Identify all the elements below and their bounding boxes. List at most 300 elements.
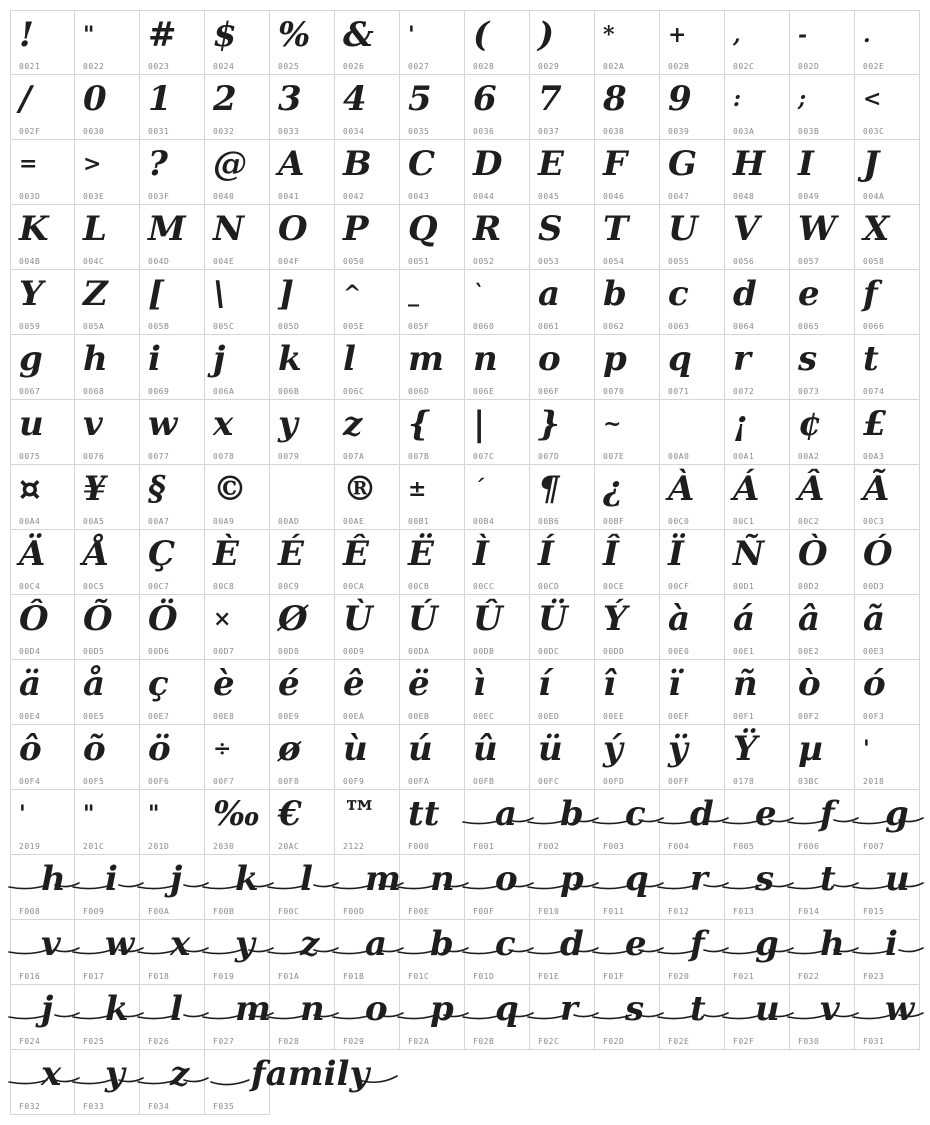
glyph-char: Î: [603, 534, 619, 574]
glyph-char: l: [343, 339, 356, 379]
glyph-code: 0066: [863, 322, 885, 331]
swash-stroke: [331, 869, 406, 899]
glyph-cell: [855, 790, 920, 855]
glyph-code: F02C: [538, 1037, 560, 1046]
glyph-cell: [725, 530, 790, 595]
swash-stroke: [526, 934, 601, 964]
glyph-cell: [10, 660, 75, 725]
glyph-char: Y: [19, 274, 44, 314]
glyph-char: ": [148, 801, 160, 827]
glyph-cell: [205, 855, 270, 920]
glyph-cell: [10, 725, 75, 790]
glyph-cell: [10, 10, 75, 75]
glyph-code: 00CF: [668, 582, 690, 591]
glyph-char: s: [625, 989, 645, 1029]
glyph-char: g: [885, 794, 909, 834]
glyph-char: _: [408, 281, 419, 307]
glyph-code: 00DB: [473, 647, 495, 656]
glyph-code: 002A: [603, 62, 625, 71]
glyph-cell: [530, 920, 595, 985]
glyph-code: 0022: [83, 62, 105, 71]
glyph-cell: [140, 400, 205, 465]
glyph-code: 00D3: [863, 582, 885, 591]
glyph-cell: [335, 595, 400, 660]
glyph-cell: [790, 725, 855, 790]
glyph-cell: [10, 1050, 75, 1115]
glyph-char: d: [690, 794, 714, 834]
swash-stroke: [209, 1064, 399, 1094]
glyph-code: F021: [733, 972, 755, 981]
glyph-cell: [335, 920, 400, 985]
glyph-char: E: [538, 144, 564, 184]
glyph-code: 002E: [863, 62, 885, 71]
glyph-char: h: [41, 859, 66, 899]
glyph-cell: [595, 595, 660, 660]
glyph-code: F00C: [278, 907, 300, 916]
glyph-code: F022: [798, 972, 820, 981]
glyph-code: F014: [798, 907, 820, 916]
glyph-cell: [660, 790, 725, 855]
glyph-cell: [530, 790, 595, 855]
glyph-code: F034: [148, 1102, 170, 1111]
glyph-code: F027: [213, 1037, 235, 1046]
glyph-code: 0030: [83, 127, 105, 136]
swash-stroke: [7, 999, 82, 1029]
glyph-code: 0026: [343, 62, 365, 71]
glyph-cell: [205, 400, 270, 465]
glyph-char: w: [148, 404, 178, 444]
glyph-code: 002C: [733, 62, 755, 71]
glyph-char: y: [105, 1054, 125, 1094]
glyph-cell: [75, 75, 140, 140]
glyph-char: D: [473, 144, 503, 184]
glyph-char: ë: [408, 664, 430, 704]
glyph-code: 0074: [863, 387, 885, 396]
glyph-char: Ý: [603, 599, 628, 639]
glyph-char: a: [365, 924, 388, 964]
glyph-char: z: [170, 1054, 190, 1094]
glyph-code: 0070: [603, 387, 625, 396]
glyph-char: u: [755, 989, 780, 1029]
glyph-char: ý: [603, 729, 623, 769]
glyph-char: Z: [83, 274, 108, 314]
glyph-cell: [400, 855, 465, 920]
glyph-char: o: [538, 339, 561, 379]
glyph-cell: [660, 335, 725, 400]
glyph-cell: [205, 335, 270, 400]
glyph-char: w: [885, 989, 915, 1029]
glyph-char: i: [148, 339, 161, 379]
glyph-cell: [725, 660, 790, 725]
glyph-code: 0027: [408, 62, 430, 71]
glyph-code: F00B: [213, 907, 235, 916]
glyph-char: Ÿ: [733, 729, 758, 769]
glyph-code: 0040: [213, 192, 235, 201]
glyph-cell: [270, 790, 335, 855]
glyph-code: 005D: [278, 322, 300, 331]
glyph-cell: [725, 400, 790, 465]
glyph-code: 0068: [83, 387, 105, 396]
glyph-char: ì: [473, 664, 486, 704]
glyph-cell: [725, 205, 790, 270]
glyph-code: 00C2: [798, 517, 820, 526]
glyph-code: 006B: [278, 387, 300, 396]
glyph-char: q: [668, 339, 692, 379]
glyph-char: ÿ: [668, 729, 688, 769]
glyph-cell: [10, 205, 75, 270]
glyph-cell: [400, 400, 465, 465]
glyph-code: 004F: [278, 257, 300, 266]
glyph-char: è: [213, 664, 235, 704]
glyph-char: À: [668, 469, 695, 509]
glyph-code: 00A3: [863, 452, 885, 461]
glyph-code: 00F7: [213, 777, 235, 786]
glyph-code: 00FA: [408, 777, 430, 786]
glyph-char: G: [668, 144, 698, 184]
glyph-cell: [465, 985, 530, 1050]
glyph-cell: [595, 855, 660, 920]
glyph-cell: [335, 140, 400, 205]
glyph-code: 0043: [408, 192, 430, 201]
glyph-cell: [400, 465, 465, 530]
glyph-cell: [75, 400, 140, 465]
glyph-cell: [790, 400, 855, 465]
glyph-cell: [205, 725, 270, 790]
glyph-char: C: [408, 144, 436, 184]
glyph-code: 00AD: [278, 517, 300, 526]
glyph-code: 006E: [473, 387, 495, 396]
glyph-code: 00A1: [733, 452, 755, 461]
glyph-cell: [75, 855, 140, 920]
glyph-char: Ï: [668, 534, 684, 574]
glyph-char: 4: [343, 79, 367, 119]
glyph-cell: [660, 595, 725, 660]
glyph-cell: [140, 140, 205, 205]
glyph-char: P: [343, 209, 369, 249]
glyph-char: ô: [19, 729, 42, 769]
glyph-cell: [660, 270, 725, 335]
swash-stroke: [851, 999, 926, 1029]
glyph-code: 004C: [83, 257, 105, 266]
glyph-cell: [10, 790, 75, 855]
glyph-cell: [790, 10, 855, 75]
swash-stroke: [721, 934, 796, 964]
glyph-code: 004B: [19, 257, 41, 266]
swash-stroke: [591, 804, 666, 834]
glyph-cell: [10, 400, 75, 465]
glyph-char: é: [278, 664, 300, 704]
glyph-cell: [855, 140, 920, 205]
glyph-cell: [270, 660, 335, 725]
glyph-char: @: [213, 144, 247, 184]
swash-stroke: [721, 804, 796, 834]
glyph-cell: [465, 10, 530, 75]
glyph-char: g: [19, 339, 43, 379]
glyph-cell: [205, 465, 270, 530]
glyph-code: 0055: [668, 257, 690, 266]
glyph-char: µ: [798, 729, 823, 769]
glyph-cell: [855, 335, 920, 400]
glyph-cell: [140, 75, 205, 140]
glyph-code: 00D5: [83, 647, 105, 656]
glyph-cell: [205, 10, 270, 75]
glyph-cell: [75, 530, 140, 595]
glyph-code: 0053: [538, 257, 560, 266]
glyph-char: j: [170, 859, 183, 899]
swash-stroke: [396, 934, 471, 964]
glyph-cell: [205, 660, 270, 725]
glyph-cell: [270, 530, 335, 595]
glyph-cell: [530, 140, 595, 205]
glyph-char: ¥: [83, 469, 107, 509]
glyph-cell: [855, 10, 920, 75]
glyph-cell: [400, 595, 465, 660]
glyph-cell: [205, 1050, 370, 1115]
glyph-code: 003A: [733, 127, 755, 136]
swash-stroke: [71, 934, 146, 964]
glyph-code: 00C1: [733, 517, 755, 526]
glyph-char: p: [603, 339, 627, 379]
glyph-cell: [75, 660, 140, 725]
glyph-char: |: [473, 404, 486, 444]
glyph-cell: [725, 790, 790, 855]
glyph-code: 00C5: [83, 582, 105, 591]
glyph-cell: [465, 205, 530, 270]
glyph-cell: [400, 530, 465, 595]
swash-stroke: [461, 999, 536, 1029]
glyph-code: 00F4: [19, 777, 41, 786]
glyph-cell: [205, 530, 270, 595]
glyph-code: 0075: [19, 452, 41, 461]
glyph-cell: [10, 920, 75, 985]
glyph-code: 00CA: [343, 582, 365, 591]
glyph-code: 002B: [668, 62, 690, 71]
glyph-char: ;: [798, 86, 807, 112]
glyph-code: 0077: [148, 452, 170, 461]
glyph-char: Õ: [83, 599, 113, 639]
glyph-char: ?: [148, 144, 168, 184]
glyph-cell: [205, 985, 270, 1050]
glyph-code: 00B4: [473, 517, 495, 526]
swash-stroke: [656, 869, 731, 899]
glyph-char: s: [755, 859, 775, 899]
glyph-code: 007D: [538, 452, 560, 461]
glyph-code: F02F: [733, 1037, 755, 1046]
glyph-code: 0028: [473, 62, 495, 71]
glyph-cell: [465, 140, 530, 205]
glyph-char: !: [19, 15, 34, 55]
glyph-code: 0037: [538, 127, 560, 136]
glyph-code: 0060: [473, 322, 495, 331]
glyph-code: 00C7: [148, 582, 170, 591]
glyph-code: 00D9: [343, 647, 365, 656]
glyph-code: F01D: [473, 972, 495, 981]
glyph-code: 00D4: [19, 647, 41, 656]
swash-stroke: [136, 999, 211, 1029]
glyph-cell: [465, 75, 530, 140]
glyph-cell: [790, 920, 855, 985]
glyph-cell: [75, 725, 140, 790]
glyph-char: ¢: [798, 404, 822, 444]
glyph-code: F013: [733, 907, 755, 916]
glyph-char: ã: [863, 599, 886, 639]
glyph-code: F002: [538, 842, 560, 851]
glyph-char: m: [408, 339, 444, 379]
glyph-cell: [335, 855, 400, 920]
glyph-char: /: [19, 79, 32, 119]
glyph-code: 005E: [343, 322, 365, 331]
glyph-char: Ö: [148, 599, 178, 639]
glyph-cell: [855, 920, 920, 985]
glyph-char: b: [560, 794, 584, 834]
glyph-cell: [530, 400, 595, 465]
glyph-char: B: [343, 144, 372, 184]
glyph-char: ù: [343, 729, 368, 769]
glyph-code: 0044: [473, 192, 495, 201]
glyph-char: â: [798, 599, 821, 639]
glyph-char: î: [603, 664, 616, 704]
glyph-cell: [270, 595, 335, 660]
glyph-char: ±: [408, 476, 427, 502]
glyph-char: ñ: [733, 664, 758, 704]
swash-stroke: [526, 804, 601, 834]
glyph-char: {: [408, 404, 430, 444]
glyph-char: b: [430, 924, 454, 964]
glyph-cell: [75, 985, 140, 1050]
glyph-code: 2030: [213, 842, 235, 851]
glyph-char: u: [19, 404, 44, 444]
swash-stroke: [461, 869, 536, 899]
glyph-char: l: [170, 989, 183, 1029]
glyph-cell: [335, 660, 400, 725]
glyph-cell: [790, 465, 855, 530]
glyph-code: 00BF: [603, 517, 625, 526]
glyph-code: 0059: [19, 322, 41, 331]
glyph-cell: [725, 725, 790, 790]
glyph-char: m: [235, 989, 271, 1029]
swash-stroke: [71, 869, 146, 899]
glyph-cell: [75, 1050, 140, 1115]
glyph-code: 0035: [408, 127, 430, 136]
glyph-cell: [140, 465, 205, 530]
glyph-code: 00FB: [473, 777, 495, 786]
glyph-char: x: [170, 924, 191, 964]
glyph-cell: [660, 400, 725, 465]
glyph-code: 007E: [603, 452, 625, 461]
glyph-code: 0073: [798, 387, 820, 396]
swash-stroke: [461, 934, 536, 964]
glyph-char: 7: [538, 79, 562, 119]
glyph-code: 00E0: [668, 647, 690, 656]
glyph-char: ¤: [19, 469, 41, 509]
swash-stroke: [526, 999, 601, 1029]
glyph-char: Ú: [408, 599, 438, 639]
glyph-char: I: [798, 144, 814, 184]
glyph-char: o: [495, 859, 518, 899]
glyph-code: 2122: [343, 842, 365, 851]
glyph-cell: [465, 920, 530, 985]
glyph-char: É: [278, 534, 304, 574]
glyph-code: 00F2: [798, 712, 820, 721]
glyph-code: 00B6: [538, 517, 560, 526]
glyph-cell: [400, 205, 465, 270]
glyph-char: Ü: [538, 599, 568, 639]
swash-stroke: [136, 934, 211, 964]
glyph-cell: [140, 985, 205, 1050]
swash-stroke: [201, 869, 276, 899]
swash-stroke: [71, 1064, 146, 1094]
glyph-code: F028: [278, 1037, 300, 1046]
glyph-char: n: [430, 859, 455, 899]
glyph-code: 0054: [603, 257, 625, 266]
glyph-code: 00EA: [343, 712, 365, 721]
glyph-char: ^: [343, 281, 362, 307]
glyph-code: 0047: [668, 192, 690, 201]
swash-stroke: [266, 934, 341, 964]
glyph-code: 0178: [733, 777, 755, 786]
glyph-char: \: [213, 274, 226, 314]
swash-stroke: [656, 934, 731, 964]
glyph-cell: [530, 595, 595, 660]
glyph-char: ä: [19, 664, 42, 704]
glyph-char: ‰: [213, 794, 261, 834]
glyph-cell: [465, 335, 530, 400]
swash-stroke: [786, 999, 861, 1029]
glyph-cell: [790, 530, 855, 595]
glyph-cell: [725, 920, 790, 985]
glyph-code: 006D: [408, 387, 430, 396]
glyph-cell: [205, 595, 270, 660]
glyph-code: 00DD: [603, 647, 625, 656]
glyph-char: ': [19, 801, 26, 827]
glyph-cell: [855, 270, 920, 335]
glyph-char: r: [733, 339, 751, 379]
glyph-char: ü: [538, 729, 563, 769]
glyph-cell: [660, 660, 725, 725]
glyph-code: F003: [603, 842, 625, 851]
glyph-cell: [335, 10, 400, 75]
glyph-char: Ì: [473, 534, 489, 574]
glyph-code: 00EF: [668, 712, 690, 721]
glyph-code: F019: [213, 972, 235, 981]
glyph-cell: [530, 205, 595, 270]
glyph-code: F015: [863, 907, 885, 916]
swash-stroke: [591, 934, 666, 964]
glyph-char: -: [798, 22, 808, 48]
glyph-code: 0048: [733, 192, 755, 201]
glyph-char: v: [41, 924, 61, 964]
swash-stroke: [656, 999, 731, 1029]
glyph-code: 00A4: [19, 517, 41, 526]
glyph-code: F029: [343, 1037, 365, 1046]
glyph-code: 00ED: [538, 712, 560, 721]
glyph-code: 0071: [668, 387, 690, 396]
glyph-code: 0046: [603, 192, 625, 201]
glyph-char: x: [213, 404, 234, 444]
glyph-code: 0067: [19, 387, 41, 396]
glyph-char: e: [625, 924, 647, 964]
glyph-cell: [75, 140, 140, 205]
glyph-cell: [75, 595, 140, 660]
glyph-code: F004: [668, 842, 690, 851]
swash-stroke: [396, 869, 471, 899]
glyph-cell: [465, 270, 530, 335]
glyph-code: 006F: [538, 387, 560, 396]
glyph-cell: [400, 725, 465, 790]
glyph-char: í: [538, 664, 551, 704]
glyph-code: 00A5: [83, 517, 105, 526]
glyph-code: 002F: [19, 127, 41, 136]
